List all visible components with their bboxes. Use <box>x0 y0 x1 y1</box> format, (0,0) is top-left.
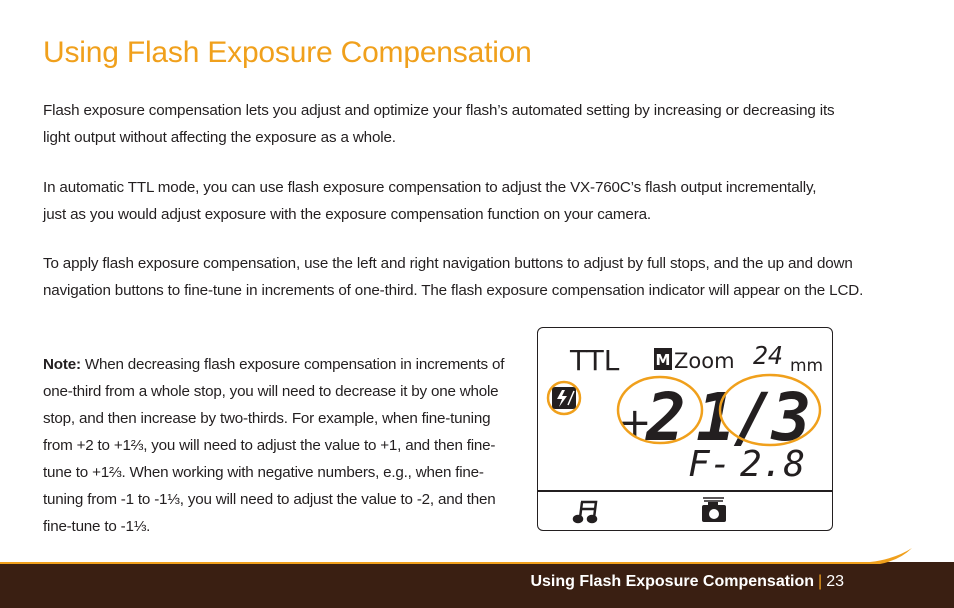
music-note-icon <box>574 502 596 522</box>
lcd-zoom-value: 24 <box>753 341 784 370</box>
lcd-compensation-sign: + <box>618 400 652 446</box>
lcd-svg <box>538 328 832 530</box>
lcd-aperture-value: 2.8 <box>740 444 806 485</box>
lcd-compensation-whole: 2 <box>646 379 686 456</box>
intro-paragraph: Flash exposure compensation lets you adjust and optimize your flash’s automated setting by increasing or decreasing its light output without affecting the exposure as a whole. <box>43 102 835 146</box>
lcd-zoom-label: Zoom <box>674 349 735 373</box>
lcd-display-illustration <box>537 327 833 531</box>
manual-badge-icon <box>654 348 672 370</box>
page-title: Using Flash Exposure Compensation <box>43 36 532 69</box>
footer-caption <box>530 573 844 591</box>
manual-badge-text: M <box>655 351 671 369</box>
camera-icon <box>702 498 726 522</box>
note-text: When decreasing flash exposure compensation in increments of one-third from a whole stop, you will need to decrease it by one whole stop, and then increase by two-thirds. For example, when fine-tuning from +2 to +1⅔, you will need to adjust the value to +1, and then fine-tune to +1⅔. When working with negative numbers, e.g., when fine-tuning from -1 to -1⅓, you will need to adjust the value to -2, and then fine-tune to -1⅓. <box>43 356 505 535</box>
note-label: Note: <box>43 356 81 373</box>
instructions-paragraph: To apply flash exposure compensation, use the left and right navigation buttons to adjust by full stops, and the up and down navigation buttons to fine-tune in increments of one-third. The flash exposure compensation indicator will appear on the LCD. <box>43 255 864 299</box>
lcd-compensation-fraction: 1/3 <box>696 379 810 456</box>
page-number: 23 <box>826 573 844 590</box>
lcd-mode-text: TTL <box>570 344 620 377</box>
footer-swoosh <box>0 545 954 565</box>
lcd-zoom-unit: mm <box>790 356 824 376</box>
footer-title: Using Flash Exposure Compensation <box>530 573 815 590</box>
note-paragraph <box>43 351 523 540</box>
ttl-paragraph: In automatic TTL mode, you can use flash exposure compensation to adjust the VX-760C’s flash output incrementally, just as you would adjust exposure with the exposure compensation function on your camera. <box>43 179 817 223</box>
flash-compensation-icon <box>548 382 580 414</box>
footer-separator: | <box>818 573 823 590</box>
lcd-aperture-label: F- <box>688 444 732 485</box>
